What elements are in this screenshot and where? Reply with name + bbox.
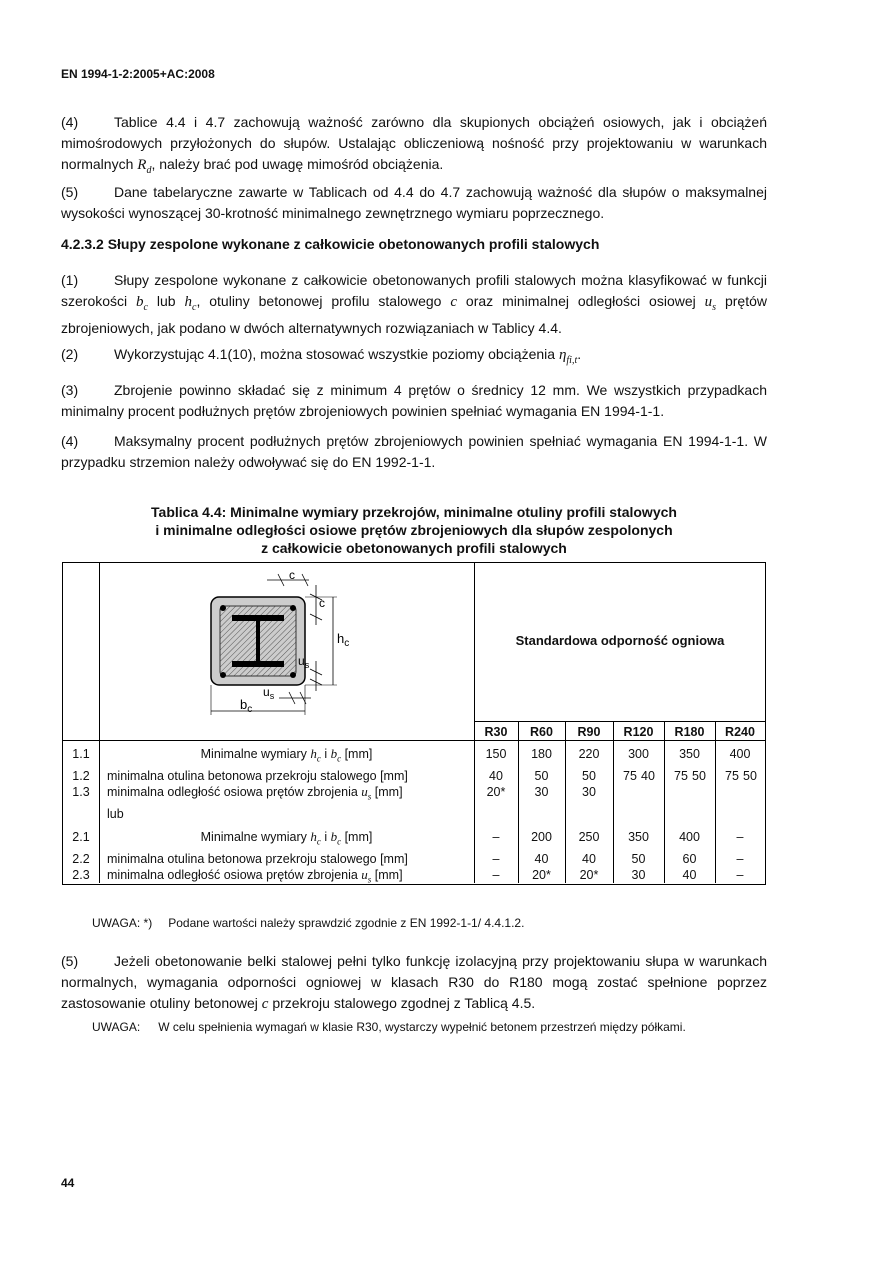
row-id: 2.1 [72, 830, 90, 844]
paragraph-s4: (4) Maksymalny procent podłużnych prętów zbrojeniowych powinien spełniać wymagania EN 1994-1-1. W przypadku strzemion należy odwoływać się do EN 1992-1-1. [61, 433, 767, 470]
row-id: 1.3 [72, 785, 90, 799]
steel-bottom-flange [232, 661, 284, 667]
table-cell: 30 [534, 785, 549, 799]
class-r240: R240 [725, 725, 755, 739]
table-cell: 350 [628, 830, 649, 844]
rebar-top-left [220, 605, 226, 611]
table-cell: 40 [682, 868, 697, 882]
row-label: minimalna odległość osiowa prętów zbrojenia $u_s$ [mm] [107, 867, 403, 885]
dim-bc: $b_c$ [240, 697, 253, 715]
table-cell: 75 [623, 769, 637, 783]
table-cell: 250 [578, 830, 600, 844]
table-cell: 20* [532, 868, 551, 882]
row-id: 2.2 [72, 852, 90, 866]
dim-c-side: c [319, 596, 325, 610]
table-cell: – [736, 852, 744, 866]
table-cell: 50 [692, 769, 706, 783]
fire-resistance-header: Standardowa odporność ogniowa [515, 633, 725, 648]
table-cell: – [736, 868, 744, 882]
paragraph-s3: (3) Zbrojenie powinno składać się z minimum 4 prętów o średnicy 12 mm. We wszystkich przypadkach minimalny procent podłużnych prętów zbrojeniowych powinien spełniać wymagania EN 1994-1-1. [61, 382, 767, 419]
row-id: 1.2 [72, 769, 90, 783]
table-cell: 50 [743, 769, 757, 783]
paragraph-5: (5) Dane tabelaryczne zawarte w Tablicach od 4.4 do 4.7 zachowują ważność dla słupów o maksymalnej wysokości wynoszącej 30-krotność minimalnego zewnętrznego wymiaru poprzecznego. [61, 184, 767, 221]
row-id: 2.3 [72, 868, 90, 882]
row-label: minimalna otulina betonowa przekroju stalowego [mm] [107, 852, 408, 866]
paragraph-s2: (2) Wykorzystując 4.1(10), można stosować wszystkie poziomy obciążenia $\eta_{fi,t}$. [61, 346, 582, 366]
lub-label: lub [107, 807, 124, 821]
document-header: EN 1994-1-2:2005+AC:2008 [61, 67, 215, 81]
class-r180: R180 [674, 725, 705, 739]
table-cell: – [492, 868, 500, 882]
dim-us-bottom: $u_s$ [263, 685, 275, 701]
class-r30: R30 [484, 725, 508, 739]
table-cell: 50 [534, 769, 549, 783]
paragraph-s5: (5) Jeżeli obetonowanie belki stalowej pełni tylko funkcję izolacyjną przy projektowaniu słupa w warunkach normalnych, wymagania odporności ogniowej w klasach R30 do R180 mogą zostać spełnione poprzez zastosowanie otuliny betonowej c przekroju stalowego zgodnej z Tablicą 4.5. [61, 953, 767, 1012]
table-cell: 20* [486, 785, 506, 799]
note-1: UWAGA: *) Podane wartości należy sprawdzić zgodnie z EN 1992-1-1/ 4.4.1.2. [92, 916, 525, 930]
table-cell: 400 [679, 830, 700, 844]
table-cell: – [492, 830, 500, 844]
steel-web [256, 621, 260, 663]
table-cell: 60 [682, 852, 697, 866]
dim-hc: $h_c$ [337, 631, 350, 649]
section-title: 4.2.3.2 Słupy zespolone wykonane z całkowicie obetonowanych profili stalowych [61, 236, 600, 252]
paragraph-s1: (1) Słupy zespolone wykonane z całkowicie obetonowanych profili stalowych można klasyfikować w funkcji szerokości $b_c$ lub $h_c$, otuliny betonowej profilu stalowego c oraz minimalnej odległości osiowej $u_s$ prętów zbrojeniowych, jak podano w dwóch alternatywnych rozwiązaniach w Tablicy 4.4. [61, 272, 767, 336]
paragraph-4: (4) Tablice 4.4 i 4.7 zachowują ważność zarówno dla skupionych obciążeń osiowych, jak i obciążeń mimośrodowych przyłożonych do słupów. Ustalając obliczeniową nośność przy projektowaniu w warunkach normalnych $R_d$, należy brać pod uwagę mimośród obciążenia. [61, 114, 767, 176]
class-r120: R120 [623, 725, 654, 739]
table-cell: 30 [582, 785, 596, 799]
table-cell: 75 [674, 769, 688, 783]
table-cell: 40 [641, 769, 655, 783]
class-r60: R60 [530, 725, 553, 739]
table-cell: 40 [582, 852, 596, 866]
row-label: minimalna otulina betonowa przekroju stalowego [mm] [107, 769, 408, 783]
table-4-4 [62, 562, 766, 885]
row-label: Minimalne wymiary $h_c$ i $b_c$ [mm] [200, 829, 373, 847]
table-cell: 400 [729, 747, 751, 761]
table-cell: 200 [531, 830, 552, 844]
class-r90: R90 [577, 725, 601, 739]
table-cell: – [736, 830, 744, 844]
cross-section-diagram [203, 565, 350, 719]
row-label: Minimalne wymiary $h_c$ i $b_c$ [mm] [200, 746, 373, 764]
page-number: 44 [61, 1176, 75, 1190]
table-cell: 300 [628, 747, 649, 761]
table-cell: 40 [534, 852, 549, 866]
rebar-bottom-left [220, 672, 226, 678]
dim-us-side: $u_s$ [298, 654, 310, 670]
table-cell: 220 [578, 747, 600, 761]
rebar-top-right [290, 605, 296, 611]
table-cell: – [492, 852, 500, 866]
table-caption: Tablica 4.4: Minimalne wymiary przekrojów, minimalne otuliny profili stalowych i minimalne odległości osiowe prętów zbrojeniowych dla słupów zespolonych z całkowicie obetonowanych profili stalowych [151, 504, 677, 556]
row-id: 1.1 [72, 747, 90, 761]
table-cell: 350 [679, 747, 700, 761]
table-cell: 50 [631, 852, 646, 866]
table-cell: 50 [582, 769, 596, 783]
dim-c-top: c [289, 568, 295, 582]
table-cell: 75 [725, 769, 739, 783]
table-cell: 20* [579, 868, 599, 882]
table-cell: 180 [531, 747, 552, 761]
table-cell: 30 [631, 868, 646, 882]
note-2: UWAGA: W celu spełnienia wymagań w klasie R30, wystarczy wypełnić betonem przestrzeń między półkami. [92, 1020, 686, 1034]
rebar-bottom-right [290, 672, 296, 678]
table-cell: 150 [485, 747, 507, 761]
table-cell: 40 [489, 769, 503, 783]
steel-top-flange [232, 615, 284, 621]
row-label: minimalna odległość osiowa prętów zbrojenia $u_s$ [mm] [107, 784, 403, 802]
